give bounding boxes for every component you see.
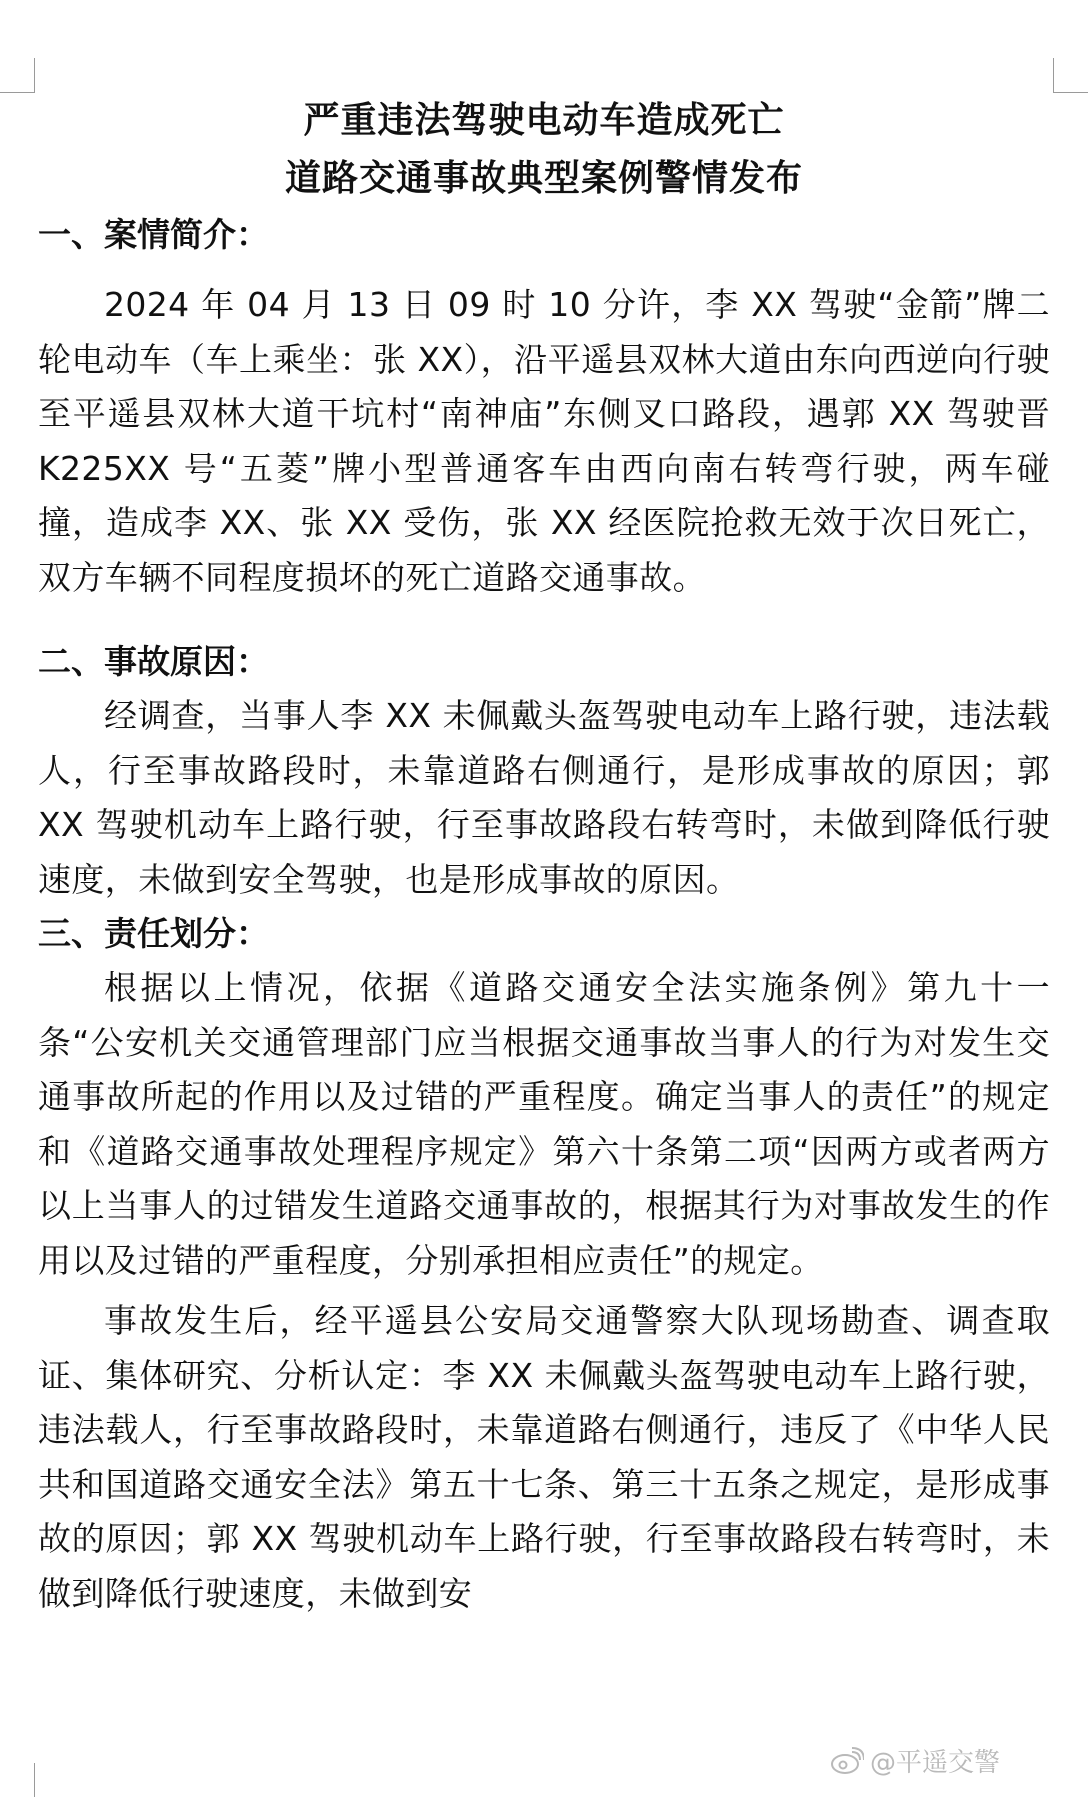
watermark [830,1742,1000,1779]
crop-mark-top-right [1053,58,1088,93]
document-title-line-2: 道路交通事故典型案例警情发布 [284,158,803,199]
section-3-paragraph-1: 根据以上情况，依据《道路交通安全法实施条例》第九十一条“公安机关交通管理部门应当根据交通事故当事人的行为对发生交通事故所起的作用以及过错的严重程度。确定当事人的责任”的规定和《道路交通事故处理程序规定》第六十条第二项“因两方或者两方以上当事人的过错发生道路交通事故的，根据其行为对事故发生的作用以及过错的严重程度，分别承担相应责任”的规定。 [38,968,1050,1280]
crop-mark-bottom-left [0,1763,35,1797]
section-1-paragraph: 2024 年 04 月 13 日 09 时 10 分许，李 XX 驾驶“金箭”牌二轮电动车（车上乘坐：张 XX），沿平遥县双林大道由东向西逆向行驶至平遥县双林大道干坑村“南神庙”东侧叉口路段，遇郭 XX 驾驶晋 K225XX 号“五菱”牌小型普通客车由西向南右转弯行驶，两车碰撞，造成李 XX、张 XX 受伤，张 XX 经医院抢救无效于次日死亡，双方车辆不同程度损坏的死亡道路交通事故。 [38,285,1050,597]
section-2-heading: 二、事故原因： [38,642,269,681]
section-1-heading: 一、案情简介： [38,215,269,254]
crop-mark-top-left [0,58,35,93]
section-2-paragraph: 经调查，当事人李 XX 未佩戴头盔驾驶电动车上路行驶，违法载人，行至事故路段时，未靠道路右侧通行，是形成事故的原因；郭 XX 驾驶机动车上路行驶，行至事故路段右转弯时，未做到降低行驶速度，未做到安全驾驶，也是形成事故的原因。 [38,696,1050,899]
watermark-text: @平遥交警 [869,1748,1000,1778]
section-3-heading: 三、责任划分： [38,914,269,953]
document-title-line-1: 严重违法驾驶电动车造成死亡 [303,100,785,141]
section-3-paragraph-2: 事故发生后，经平遥县公安局交通警察大队现场勘查、调查取证、集体研究、分析认定：李 XX 未佩戴头盔驾驶电动车上路行驶，违法载人，行至事故路段时，未靠道路右侧通行，违反了《中华人民共和国道路交通安全法》第五十七条、第三十五条之规定，是形成事故的原因；郭 XX 驾驶机动车上路行驶，行至事故路段右转弯时，未做到降低行驶速度，未做到安 [38,1301,1050,1613]
document-page [38,92,1050,1621]
weibo-logo-icon [830,1747,864,1775]
